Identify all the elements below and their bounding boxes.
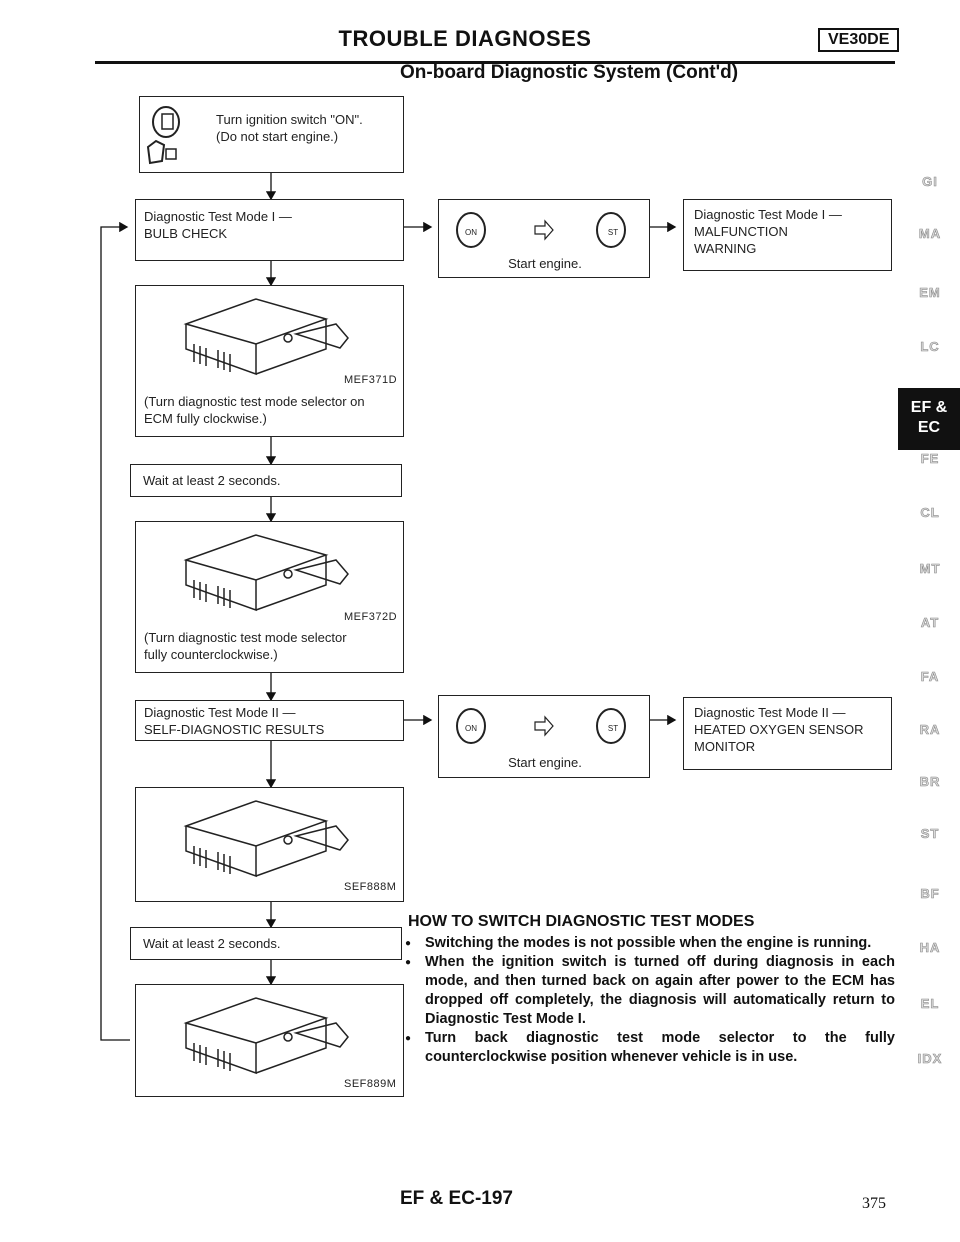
step1-text: Turn ignition switch "ON". <box>216 112 363 127</box>
mode1-bulb-check <box>135 199 404 261</box>
figure1-label: MEF371D <box>344 374 398 386</box>
figure2-caption-line1: (Turn diagnostic test mode selector <box>144 630 347 645</box>
svg-text:ST: ST <box>607 228 619 237</box>
sidebar-tab-efec-active[interactable] <box>898 388 960 450</box>
mode1-bulb-line1: Diagnostic Test Mode I — <box>144 209 292 224</box>
sidebar-tab-ha[interactable]: HA <box>919 940 941 955</box>
sidebar-tab-bf[interactable]: BF <box>920 886 940 901</box>
figure1-caption-line1: (Turn diagnostic test mode selector on <box>144 394 365 409</box>
mode1-malfunction-warning <box>683 199 892 271</box>
sidebar-tab-fa[interactable]: FA <box>920 669 940 684</box>
page-subtitle: On-board Diagnostic System (Cont'd) <box>400 62 739 83</box>
start-engine-box-1 <box>438 199 650 278</box>
figure4-label: SEF889M <box>344 1078 397 1090</box>
bullet-item: ● Switching the modes is not possible when the engine is running. <box>405 934 895 953</box>
sidebar-tab-gi[interactable]: GI <box>922 174 938 189</box>
engine-badge: VE30DE <box>818 28 899 52</box>
bullet-item: ● When the ignition switch is turned off during diagnosis in each mode, and then turned back on again after power to the ECM has dropped off completely, the diagnosis will automatically return to Diagnostic Test Mode I. <box>405 953 895 1029</box>
figure-sef889m <box>135 984 404 1097</box>
sidebar-tab-el[interactable]: EL <box>920 996 940 1011</box>
sidebar-tab-efec-line1: EF & <box>910 399 948 416</box>
mode2-hos-line3: MONITOR <box>694 739 756 754</box>
figure2-label: MEF372D <box>344 611 398 623</box>
wait2-text: Wait at least 2 seconds. <box>143 936 281 951</box>
mode1-mil-line3: WARNING <box>694 241 757 256</box>
ecm-unit-icon <box>176 796 356 878</box>
wait-step-1 <box>130 464 402 497</box>
sidebar-tab-ma[interactable]: MA <box>918 226 942 241</box>
wait-step-2 <box>130 927 402 960</box>
sidebar-tab-at[interactable]: AT <box>920 615 940 630</box>
mode2-self-line2: SELF-DIAGNOSTIC RESULTS <box>144 722 325 737</box>
figure3-label: SEF888M <box>344 881 397 893</box>
sidebar-tab-ra[interactable]: RA <box>919 722 941 737</box>
start-engine-label-1: Start engine. <box>508 256 582 271</box>
sidebar-tab-cl[interactable]: CL <box>920 505 940 520</box>
figure1-caption-line2: ECM fully clockwise.) <box>144 411 267 426</box>
ignition-key-icon <box>144 101 204 167</box>
mode1-bulb-line2: BULB CHECK <box>144 226 228 241</box>
figure2-caption-line2: fully counterclockwise.) <box>144 647 278 662</box>
page-number: 375 <box>862 1195 886 1212</box>
svg-text:ON: ON <box>465 724 477 733</box>
ecm-unit-icon <box>176 993 356 1075</box>
figure-sef888m <box>135 787 404 902</box>
mode2-self-line1: Diagnostic Test Mode II — <box>144 705 296 720</box>
section-heading: HOW TO SWITCH DIAGNOSTIC TEST MODES <box>408 913 755 930</box>
figure-selector-clockwise <box>135 285 404 437</box>
page-title: TROUBLE DIAGNOSES <box>338 26 592 51</box>
section-page-code: EF & EC-197 <box>400 1188 513 1209</box>
bullet-list <box>405 934 895 1067</box>
svg-text:ON: ON <box>465 228 477 237</box>
mode1-mil-line1: Diagnostic Test Mode I — <box>694 207 842 222</box>
sidebar-tab-st[interactable]: ST <box>920 826 940 841</box>
ecm-unit-icon <box>176 530 356 612</box>
ignition-sequence-icon <box>447 208 637 252</box>
ecm-unit-icon <box>176 294 356 376</box>
sidebar-tab-mt[interactable]: MT <box>919 561 941 576</box>
start-engine-label-2: Start engine. <box>508 755 582 770</box>
sidebar-tab-idx[interactable]: IDX <box>917 1051 943 1066</box>
sidebar-tab-br[interactable]: BR <box>919 774 941 789</box>
sidebar-tab-efec-line2: EC <box>917 419 941 436</box>
svg-text:ST: ST <box>607 724 619 733</box>
sidebar-tab-em[interactable]: EM <box>919 285 941 300</box>
mode2-hos-line1: Diagnostic Test Mode II — <box>694 705 846 720</box>
step1-note: (Do not start engine.) <box>216 129 339 144</box>
bullet-item: ● Turn back diagnostic test mode selector to the fully counterclockwise position whenever vehicle is in use. <box>405 1029 895 1067</box>
mode1-mil-line2: MALFUNCTION <box>694 224 788 239</box>
ignition-sequence-icon <box>447 704 637 748</box>
mode2-self-diagnostic <box>135 700 404 741</box>
mode2-hos-line2: HEATED OXYGEN SENSOR <box>694 722 864 737</box>
sidebar-tab-fe[interactable]: FE <box>920 451 940 466</box>
wait1-text: Wait at least 2 seconds. <box>143 473 281 488</box>
step-ignition-on <box>139 96 404 173</box>
figure-selector-counterclockwise <box>135 521 404 673</box>
mode2-heated-oxygen-monitor <box>683 697 892 770</box>
sidebar-tab-lc[interactable]: LC <box>920 339 940 354</box>
start-engine-box-2 <box>438 695 650 778</box>
